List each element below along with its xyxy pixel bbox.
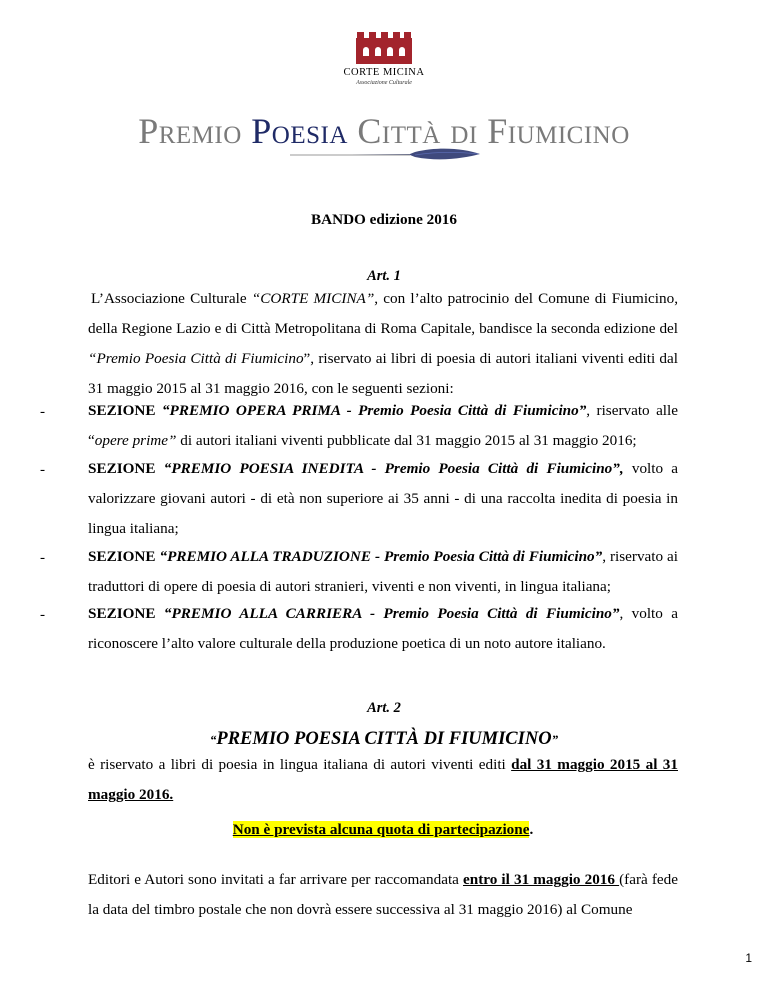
list-dash: - — [40, 403, 46, 420]
submission-deadline: entro il 31 maggio 2016 — [463, 871, 620, 888]
art2-eligibility — [88, 750, 678, 810]
castle-emblem-icon — [356, 38, 412, 64]
bando-title: BANDO edizione 2016 — [311, 211, 457, 228]
section-text: di autori italiani viventi pubblicate dal 31 maggio 2015 al 31 maggio 2016; — [176, 432, 637, 449]
quill-feather-icon — [290, 146, 480, 166]
prize-title: PREMIO POESIA CITTÀ DI FIUMICINO — [216, 729, 552, 749]
title-part1: Premio — [138, 111, 252, 151]
list-dash: - — [40, 549, 46, 566]
art2-heading: Art. 2 — [367, 700, 401, 716]
section-label: SEZIONE — [88, 460, 164, 477]
title-close-quote: ” — [551, 732, 559, 747]
fee-notice-text: Non è prevista alcuna quota di partecipazione — [232, 821, 530, 838]
section-name: “PREMIO POESIA INEDITA - Premio Poesia Città di Fiumicino”, — [163, 460, 624, 477]
section-traduzione — [88, 542, 678, 602]
corte-micina-logo — [338, 38, 430, 87]
section-label: SEZIONE — [88, 605, 164, 622]
title-open-quote: “ — [209, 732, 217, 747]
list-dash: - — [40, 606, 46, 623]
section-name: “PREMIO ALLA TRADUZIONE - Premio Poesia Città di Fiumicino” — [159, 548, 603, 565]
art1-heading: Art. 1 — [367, 268, 401, 284]
fee-notice — [88, 815, 678, 845]
eligibility-dates: dal 31 maggio 2015 al 31 maggio 2016. — [88, 756, 678, 803]
intro-text-c: , con l’alto patrocinio del Comune di Fiumicino, della Regione Lazio e di Città Metropolitana di Roma Capitale, bandisce la seconda edizione del — [88, 290, 678, 337]
section-text: volto a valorizzare giovani autori - di età non superiore ai 35 anni - di una raccolta inedita di poesia in lingua italiana; — [88, 460, 678, 537]
intro-prize-name: “Premio Poesia Città di Fiumicino — [88, 350, 304, 367]
art2-prize-title — [0, 726, 768, 753]
section-text: , riservato ai traduttori di opere di poesia di autori stranieri, viventi e non viventi, in lingua italiana; — [88, 548, 678, 595]
page-number: 1 — [745, 951, 752, 965]
section-opera-prima — [88, 396, 678, 456]
section-label: SEZIONE — [88, 548, 160, 565]
section-poesia-inedita — [88, 454, 678, 544]
logo-name: CORTE MICINA — [343, 67, 425, 78]
list-dash: - — [40, 461, 46, 478]
submission-text: (farà fede la data del timbro postale che non dovrà essere successiva al 31 maggio 2016) al Comune — [88, 871, 678, 918]
art2-submission — [88, 865, 678, 925]
logo-subtitle: Associazione Culturale — [356, 80, 412, 86]
section-carriera — [88, 599, 678, 659]
section-text-italic: opere prime” — [94, 432, 177, 449]
submission-text: Editori e Autori sono invitati a far arrivare per raccomandata — [88, 871, 464, 888]
section-text: , riservato alle “ — [88, 402, 678, 449]
title-highlight: Poesia — [251, 111, 348, 151]
section-name: “PREMIO OPERA PRIMA - Premio Poesia Città di Fiumicino” — [161, 402, 587, 419]
intro-text-a: L’Associazione Culturale — [91, 290, 252, 307]
section-name: “PREMIO ALLA CARRIERA - Premio Poesia Città di Fiumicino” — [163, 605, 620, 622]
intro-association-name: “CORTE MICINA” — [251, 290, 375, 307]
section-label: SEZIONE — [88, 402, 162, 419]
art1-intro — [88, 284, 678, 404]
eligibility-text: è riservato a libri di poesia in lingua italiana di autori viventi editi — [88, 756, 512, 773]
fee-notice-dot: . — [529, 821, 534, 838]
intro-text-e: ”, riservato ai libri di poesia di autori italiani viventi editi dal 31 maggio 2015 al 31 maggio 2016, con le seguenti sezioni: — [88, 350, 678, 397]
title-part2: Città di Fiumicino — [347, 111, 630, 151]
section-text: , volto a riconoscere l’alto valore culturale della produzione poetica di un noto autore italiano. — [88, 605, 678, 652]
